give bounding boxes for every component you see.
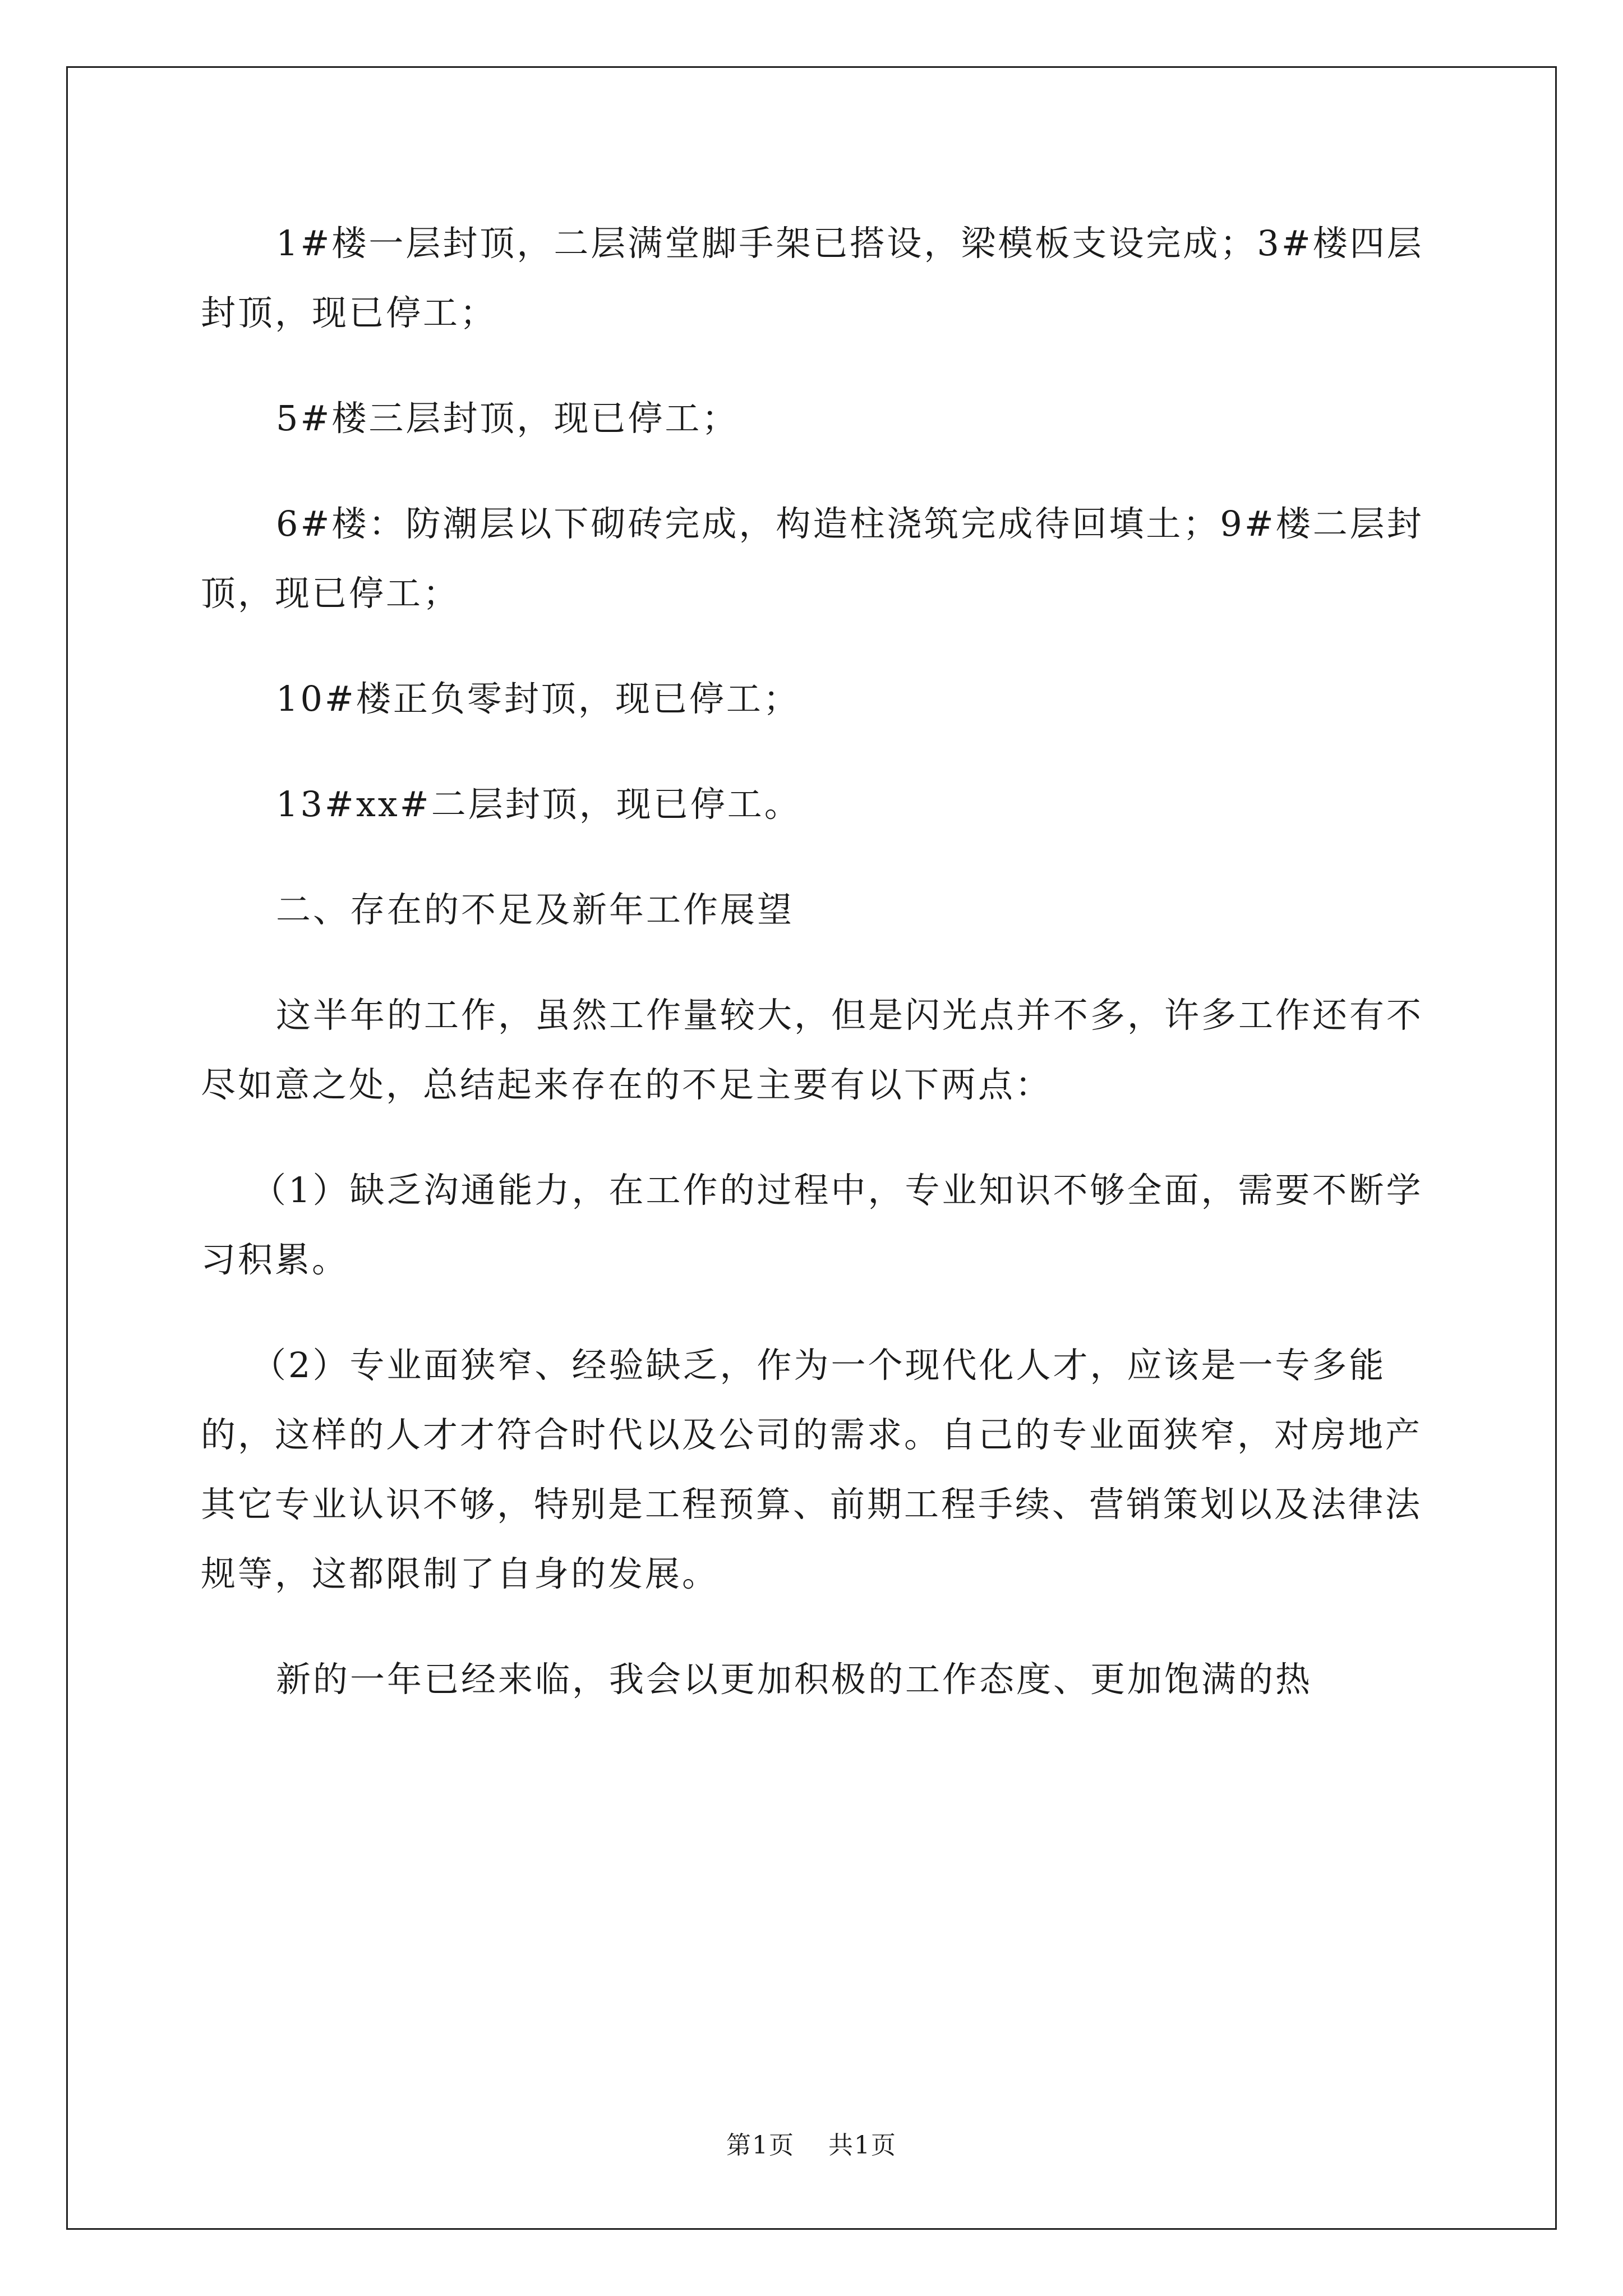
paragraph-building-6-9: 6#楼：防潮层以下砌砖完成，构造柱浇筑完成待回填土；9#楼二层封顶，现已停工； (201, 503, 1424, 614)
list-item-2: （2）专业面狭窄、经验缺乏，作为一个现代化人才，应该是一专多能的，这样的人才才符合时代以及公司的需求。自己的专业面狭窄，对房地产其它专业认识不够，特别是工程预算、前期工程手续、营销策划以及法律法规等，这都限制了自身的发展。 (201, 1345, 1423, 1594)
paragraph-building-5: 5#楼三层封顶，现已停工； (276, 398, 739, 439)
list-item-1: （1）缺乏沟通能力，在工作的过程中，专业知识不够全面，需要不断学习积累。 (201, 1170, 1423, 1280)
page-total: 共1页 (828, 2131, 897, 2160)
page-number: 第1页 (726, 2131, 795, 2160)
section-heading: 二、存在的不足及新年工作展望 (276, 889, 795, 930)
paragraph-new-year: 新的一年已经来临，我会以更加积极的工作态度、更加饱满的热 (276, 1659, 1313, 1700)
paragraph-building-10: 10#楼正负零封顶，现已停工； (276, 678, 800, 719)
paragraph-summary: 这半年的工作，虽然工作量较大，但是闪光点并不多，许多工作还有不尽如意之处，总结起来存在的不足主要有以下两点： (201, 995, 1424, 1105)
paragraph-building-1-3: 1#楼一层封顶，二层满堂脚手架已搭设，梁模板支设完成；3#楼四层封顶，现已停工； (201, 223, 1424, 333)
document-body (201, 209, 1435, 1750)
paragraph-building-13: 13#xx#二层封顶，现已停工。 (276, 784, 801, 825)
page-footer (0, 2129, 1623, 2162)
